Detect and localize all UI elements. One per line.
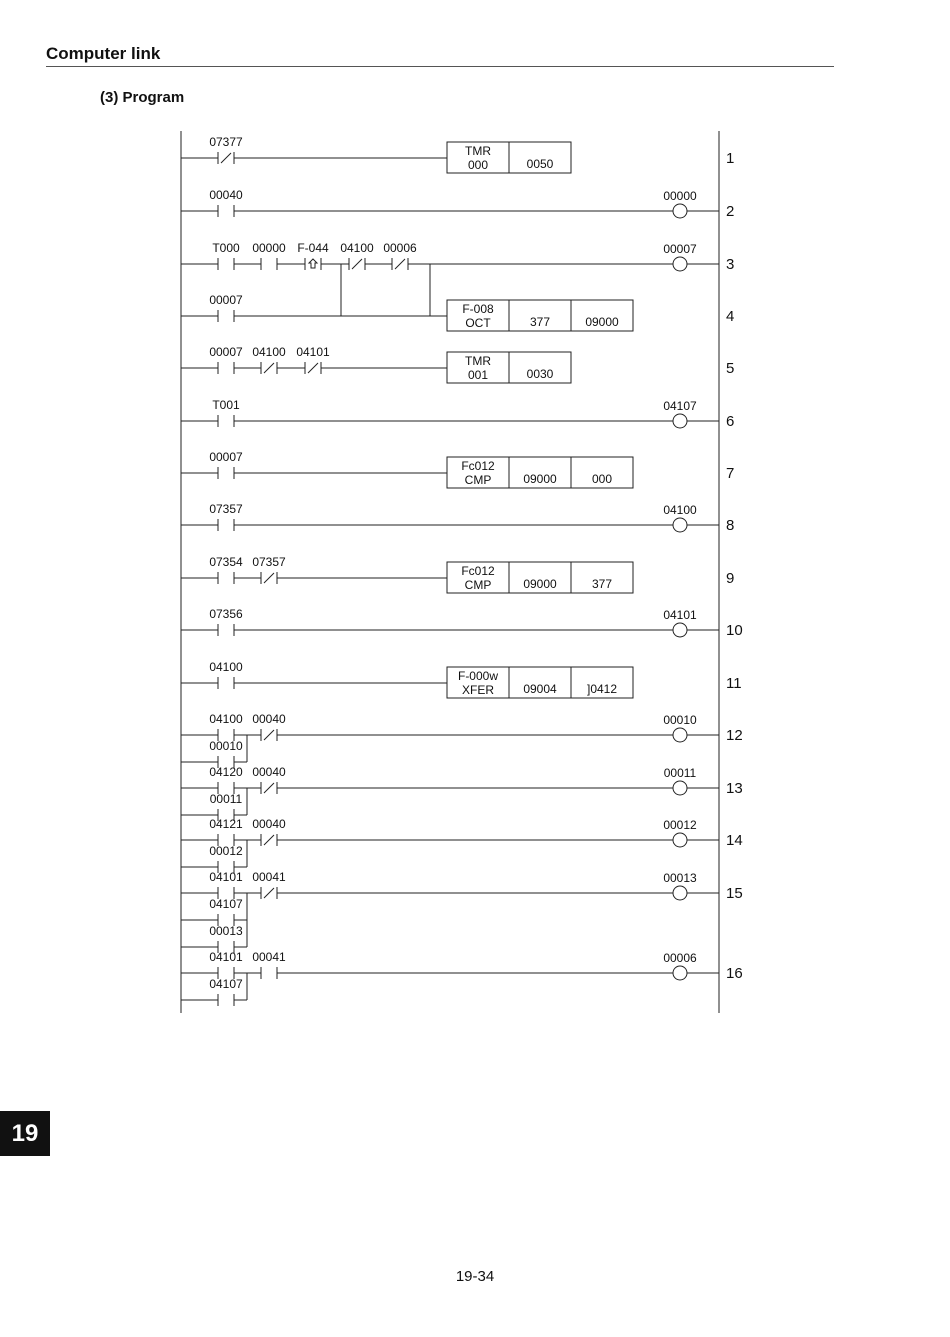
function-operand: 377 xyxy=(529,315,551,329)
coil-label: 00011 xyxy=(663,766,697,780)
chapter-tab: 19 xyxy=(0,1111,50,1156)
no-contact xyxy=(209,555,243,584)
no-contact xyxy=(209,450,243,479)
function-operand: 09000 xyxy=(523,577,557,591)
page-number: 19-34 xyxy=(455,1268,495,1285)
contact-label: 00041 xyxy=(252,950,286,964)
rung-2 xyxy=(181,188,734,220)
no-contact xyxy=(209,977,243,1006)
rung-6 xyxy=(181,398,734,430)
nc-contact xyxy=(252,712,286,741)
nc-contact xyxy=(340,241,374,270)
section-title: (3) Program xyxy=(100,89,185,106)
function-name: Fc012 xyxy=(461,564,495,578)
contact-label: 04107 xyxy=(209,977,243,991)
rung-number: 7 xyxy=(726,465,735,482)
rung-10 xyxy=(181,607,743,639)
rung-number: 11 xyxy=(726,675,742,692)
function-operand: CMP xyxy=(464,473,492,487)
contact-label: 00000 xyxy=(252,241,286,255)
rung-14 xyxy=(181,817,743,873)
nc-contact xyxy=(252,345,286,374)
rung-5 xyxy=(181,345,734,383)
contact-label: 07357 xyxy=(209,502,243,516)
function-operand: 000 xyxy=(591,472,613,486)
no-contact xyxy=(209,502,243,531)
no-contact xyxy=(209,765,243,794)
rung-7 xyxy=(181,450,734,488)
rung-13 xyxy=(181,765,743,821)
contact-label: T000 xyxy=(212,241,240,255)
contact-label: 00012 xyxy=(209,844,243,858)
contact-label: 00007 xyxy=(209,450,243,464)
function-operand: 09000 xyxy=(585,315,619,329)
output-coil xyxy=(673,518,687,532)
coil-label: 00007 xyxy=(663,242,697,256)
contact-label: 00040 xyxy=(209,188,243,202)
output-coil xyxy=(673,728,687,742)
nc-contact xyxy=(252,817,286,846)
contact-label: 07377 xyxy=(209,135,243,149)
function-operand: 09000 xyxy=(523,472,557,486)
no-contact xyxy=(209,897,243,926)
coil-label: 00012 xyxy=(663,818,697,832)
rung-number: 3 xyxy=(726,256,735,273)
contact-label: 07357 xyxy=(252,555,286,569)
contact-label: 00006 xyxy=(383,241,417,255)
rung-number: 1 xyxy=(726,150,735,167)
function-operand: XFER xyxy=(461,683,495,697)
rung-number: 15 xyxy=(726,885,743,902)
rung-number: 13 xyxy=(726,780,743,797)
rung-number: 16 xyxy=(726,965,743,982)
function-operand: 0050 xyxy=(526,157,554,171)
rung-number: 10 xyxy=(726,622,743,639)
function-name: Fc012 xyxy=(461,459,495,473)
rung-number: 6 xyxy=(726,413,735,430)
no-contact xyxy=(212,241,240,270)
rung-9 xyxy=(181,555,734,593)
function-operand: CMP xyxy=(464,578,492,592)
output-coil xyxy=(673,833,687,847)
output-coil xyxy=(673,966,687,980)
no-contact xyxy=(209,607,243,636)
no-contact xyxy=(209,739,243,768)
contact-label: 04100 xyxy=(209,712,243,726)
contact-label: 04100 xyxy=(209,660,243,674)
function-name: F-008 xyxy=(462,302,494,316)
contact-label: 04107 xyxy=(209,897,243,911)
no-contact xyxy=(252,241,286,270)
contact-label: 00040 xyxy=(252,765,286,779)
contact-label: 00007 xyxy=(209,293,243,307)
nc-contact xyxy=(383,241,417,270)
coil-label: 04100 xyxy=(663,503,697,517)
output-coil xyxy=(673,257,687,271)
no-contact xyxy=(209,660,243,689)
contact-label: 04101 xyxy=(209,950,243,964)
contact-label: 00040 xyxy=(252,817,286,831)
rung-4 xyxy=(181,293,734,331)
nc-contact xyxy=(296,345,330,374)
output-coil xyxy=(673,623,687,637)
coil-label: 00013 xyxy=(663,871,697,885)
contact-label: 04100 xyxy=(340,241,374,255)
contact-label: 04100 xyxy=(252,345,286,359)
contact-label: 04120 xyxy=(209,765,243,779)
function-operand: ]0412 xyxy=(586,682,618,696)
no-contact xyxy=(209,870,243,899)
function-operand: 09004 xyxy=(523,682,557,696)
contact-label: 00007 xyxy=(209,345,243,359)
contact-label: 07354 xyxy=(209,555,243,569)
contact-label: T001 xyxy=(212,398,240,412)
contact-label: 00040 xyxy=(252,712,286,726)
page-header-title: Computer link xyxy=(46,44,161,63)
contact-label: 04101 xyxy=(209,870,243,884)
nc-contact xyxy=(252,765,286,794)
rung-8 xyxy=(181,502,734,534)
edge-contact xyxy=(297,241,329,270)
rung-11 xyxy=(181,660,742,698)
no-contact xyxy=(209,844,243,873)
rung-15 xyxy=(181,870,743,953)
function-name: TMR xyxy=(465,354,491,368)
contact-label: 00041 xyxy=(252,870,286,884)
function-operand: 001 xyxy=(467,368,489,382)
coil-label: 00000 xyxy=(663,189,697,203)
edge-arrow-icon xyxy=(309,259,317,268)
no-contact xyxy=(209,188,243,217)
nc-contact xyxy=(252,870,286,899)
function-operand: 000 xyxy=(467,158,489,172)
no-contact xyxy=(209,293,243,322)
no-contact xyxy=(209,817,243,846)
coil-label: 00010 xyxy=(663,713,697,727)
function-operand: OCT xyxy=(465,316,491,330)
rung-number: 4 xyxy=(726,308,735,325)
no-contact xyxy=(209,924,243,953)
rung-16 xyxy=(181,950,743,1006)
no-contact xyxy=(212,398,240,427)
rung-number: 5 xyxy=(726,360,735,377)
function-name: TMR xyxy=(465,144,491,158)
coil-label: 04107 xyxy=(663,399,697,413)
contact-label: 04101 xyxy=(296,345,330,359)
contact-label: F-044 xyxy=(297,241,329,255)
output-coil xyxy=(673,886,687,900)
rung-number: 9 xyxy=(726,570,735,587)
coil-label: 00006 xyxy=(663,951,697,965)
nc-contact xyxy=(252,555,286,584)
no-contact xyxy=(209,712,243,741)
no-contact xyxy=(209,345,243,374)
rung-number: 2 xyxy=(726,203,735,220)
rung-1 xyxy=(181,135,734,173)
no-contact xyxy=(209,950,243,979)
function-operand: 0030 xyxy=(526,367,554,381)
output-coil xyxy=(673,781,687,795)
contact-label: 00013 xyxy=(209,924,243,938)
rung-3 xyxy=(181,241,734,273)
rung-12 xyxy=(181,712,743,768)
contact-label: 04121 xyxy=(209,817,243,831)
contact-label: 00010 xyxy=(209,739,243,753)
rung-number: 12 xyxy=(726,727,743,744)
function-operand: 377 xyxy=(591,577,613,591)
no-contact xyxy=(252,950,286,979)
contact-label: 07356 xyxy=(209,607,243,621)
rung-number: 8 xyxy=(726,517,735,534)
rung-number: 14 xyxy=(726,832,743,849)
contact-label: 00011 xyxy=(209,792,243,806)
output-coil xyxy=(673,414,687,428)
coil-label: 04101 xyxy=(663,608,697,622)
nc-contact xyxy=(209,135,243,164)
function-name: F-000w xyxy=(457,669,499,683)
output-coil xyxy=(673,204,687,218)
